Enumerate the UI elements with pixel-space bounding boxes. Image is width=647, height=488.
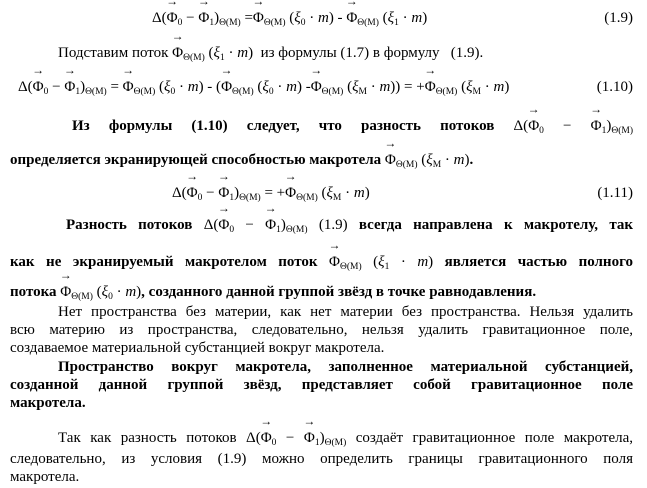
equation-number-1-10: (1.10) [596,79,633,95]
paragraph-since-line2: следовательно, из условия (1.9) можно определить границы гравитационного поля [10,451,633,467]
equation-1-9: $\Delta(\to \Phi_0$ − → $\Phi_1)_{\Theta(M)} =\to \Phi_{\Theta(M)}$ $(\xi_0 \cdot m)$ - → $\Phi_{\Theta(M)}$ $(\xi_1 \cdot m)$ [152,9,427,27]
equation-1-10: $\Delta(\to \Phi_0$ − → $\Phi_1)_{\Theta(M)}$ = → $\Phi_{\Theta(M)}$ $(\xi_0 \cdot m)$ - (→ $\Phi_{\Theta(M)}$ $(\xi_0 \cdot m) -\to \Phi_{\Theta(M)}$ $(\xi_M \cdot m)$) = +→ $\Phi_{\Theta(M)}$ $(\xi_M \cdot m)$ [18,78,509,96]
paragraph-follows-line2: определяется экранирующей способностью макротела → $\Phi_{\Theta(M)}$ $(\xi_M \cdot m)$. [10,151,473,169]
paragraph-difference-line2: как не экранируемый макротелом поток → $\Phi_{\Theta(M)}$ $(\xi_1 \cdot m)$ является частью полного [10,253,633,271]
paragraph-since-line3: макротела. [10,469,80,485]
equation-number-1-11: (1.11) [597,185,633,201]
paragraph-space-around-line2: созданной данной группой звёзд, представляет собой гравитационное поле [10,377,633,393]
paragraph-since-line1: Так как разность потоков $\Delta(\to \Phi_0$ − → $\Phi_1)_{\Theta(M)}$ создаёт гравитационное поле макротела, [58,429,633,447]
equation-1-11: $\Delta(\to \Phi_0$ − → $\Phi_1)_{\Theta(M)}$ = +→ $\Phi_{\Theta(M)}$ $(\xi_M \cdot m)$ [172,184,370,202]
paragraph-no-space-line2: всю материю из пространства, следовательно, нельзя удалить гравитационное поле, [10,322,633,338]
paragraph-no-space-line1: Нет пространства без материи, как нет материи без пространства. Нельзя удалить [58,304,633,320]
paragraph-space-around-line3: макротела. [10,395,86,411]
paragraph-no-space-line3: создаваемое материальной субстанцией вокруг макротела. [10,340,385,356]
paragraph-substitute: Подставим поток → $\Phi_{\Theta(M)}$ $(\xi_1 \cdot m)$ из формулы (1.7) в формулу (1.9). [58,44,483,62]
equation-number-1-9: (1.9) [604,10,633,26]
paragraph-follows-line1: Из формулы (1.10) следует, что разность потоков $\Delta(\to \Phi_0$ − → $\Phi_1)_{\Theta(M)}$ [72,117,633,135]
paragraph-difference-line1: Разность потоков $\Delta(\to \Phi_0$ − → $\Phi_1)_{\Theta(M)}$ (1.9) всегда направлена к макротелу, так [66,216,633,234]
paragraph-space-around-line1: Пространство вокруг макротела, заполненное материальной субстанцией, [58,359,633,375]
paragraph-difference-line3: потока → $\Phi_{\Theta(M)}$ $(\xi_0 \cdot m)$, созданного данной группой звёзд в точке равнодавления. [10,283,536,301]
